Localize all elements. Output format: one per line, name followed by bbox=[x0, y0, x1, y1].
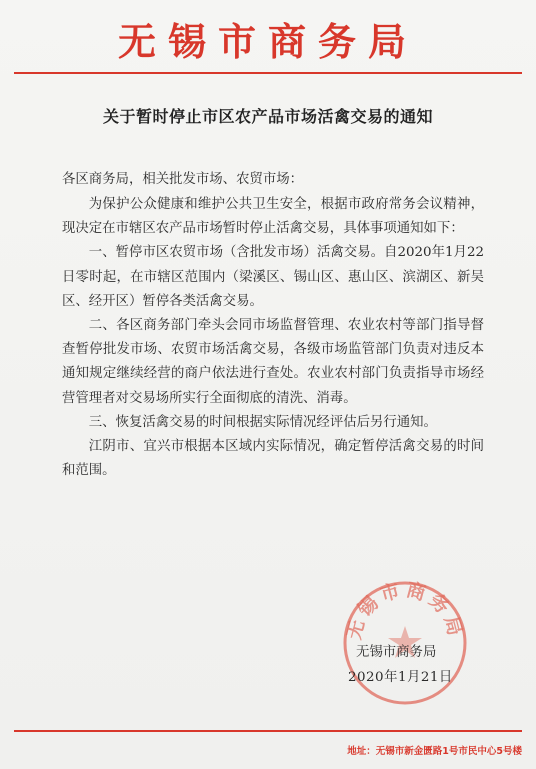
notice-paragraph: 三、恢复活禽交易的时间根据实际情况经评估后另行通知。 bbox=[88, 414, 437, 430]
footer-rule bbox=[14, 730, 522, 732]
letterhead-title: 无锡市商务局 bbox=[117, 20, 418, 64]
notice-addressee: 各区商务局，相关批发市场、农贸市场： bbox=[62, 172, 304, 187]
notice-paragraph: 二、各区商务部门牵头会同市场监督管理、农业农村等部门指导督查暂停批发市场、农贸市场活禽交易，各级市场监管部门负责对违反本通知规定继续经营的商户依法进行查处。农业农村部门负责指导市场经营管理者对交易场所实行全面彻底的清洗、消毒。 bbox=[62, 318, 484, 406]
notice-body bbox=[62, 193, 484, 483]
notice-paragraph: 一、暂停市区农贸市场（含批发市场）活禽交易。自2020年1月22日零时起，在市辖区范围内（梁溪区、锡山区、惠山区、滨湖区、新吴区、经开区）暂停各类活禽交易。 bbox=[62, 245, 484, 309]
signature-date: 2020年1月21日 bbox=[348, 670, 453, 685]
notice-paragraph: 江阴市、宜兴市根据本区域内实际情况，确定暂停活禽交易的时间和范围。 bbox=[62, 439, 484, 479]
notice-paragraph: 为保护公众健康和维护公共卫生安全，根据市政府常务会议精神，现决定在市辖区农产品市场暂时停止活禽交易，具体事项通知如下： bbox=[62, 197, 484, 237]
footer-address: 地址：无锡市新金匮路1号市民中心5号楼 bbox=[347, 746, 522, 757]
svg-text:无锡市商务局: 无锡市商务局 bbox=[343, 578, 467, 642]
letterhead-rule bbox=[14, 72, 522, 74]
signature-organization: 无锡市商务局 bbox=[356, 645, 437, 660]
notice-title: 关于暂时停止市区农产品市场活禽交易的通知 bbox=[102, 107, 433, 126]
